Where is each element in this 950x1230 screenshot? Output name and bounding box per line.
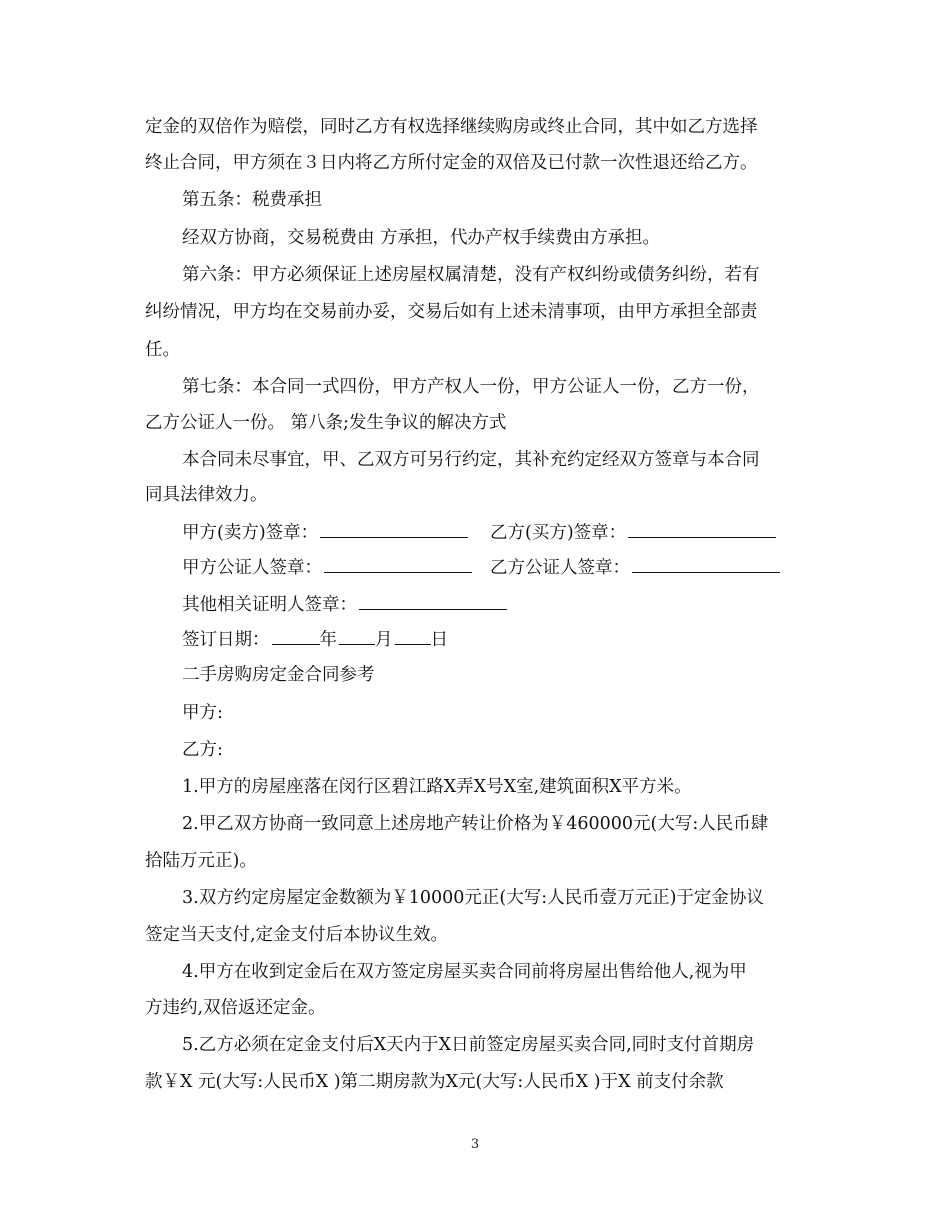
paragraph-line: 经双方协商，交易税费由 方承担，代办产权手续费由方承担。 [182,228,661,248]
contract-title: 二手房购房定金合同参考 [182,665,375,685]
day-blank[interactable] [395,626,431,645]
clause-line: 2.甲乙双方协商一致同意上述房地产转让价格为￥460000元(大写:人民币肆 [182,814,769,834]
seller-notary-signature [182,553,472,583]
seller-signature-label: 甲方(卖方)签章： [182,523,319,543]
clause-line: 签定当天支付,定金支付后本协议生效。 [145,925,449,945]
month-blank[interactable] [339,626,375,645]
year-label: 年 [319,630,337,650]
paragraph-line: 终止合同，甲方须在３日内将乙方所付定金的双倍及已付款一次性退还给乙方。 [145,153,758,173]
witness-signature-label: 其他相关证明人签章： [182,595,357,615]
paragraph-line: 本合同未尽事宜，甲、乙双方可另行约定，其补充约定经双方签章与本合同 [182,450,760,470]
paragraph-line: 乙方公证人一份。 第八条;发生争议的解决方式 [145,413,507,433]
page-number: 3 [470,1137,480,1152]
buyer-signature [490,518,776,548]
buyer-notary-signature [490,553,780,583]
section-heading: 第五条：税费承担 [182,190,322,210]
buyer-notary-label: 乙方公证人签章： [490,558,630,578]
paragraph-line: 第七条：本合同一式四份，甲方产权人一份，甲方公证人一份，乙方一份， [182,377,760,397]
witness-signature-blank[interactable] [359,591,507,610]
paragraph-line: 第六条：甲方必须保证上述房屋权属清楚，没有产权纠纷或债务纠纷，若有 [182,265,760,285]
buyer-notary-blank[interactable] [632,554,780,573]
seller-signature [182,518,468,548]
seller-notary-label: 甲方公证人签章： [182,558,322,578]
buyer-signature-blank[interactable] [628,519,776,538]
party-a-line: 甲方: [182,703,223,723]
paragraph-line: 同具法律效力。 [145,485,268,505]
witness-signature [182,590,507,620]
clause-line: 款￥X 元(大写:人民币X )第二期房款为X元(大写:人民币X )于X 前支付余款 [145,1072,724,1092]
clause-line: 1.甲方的房屋座落在闵行区碧江路X弄X号X室,建筑面积X平方米。 [182,777,692,797]
paragraph-line: 定金的双倍作为赔偿，同时乙方有权选择继续购房或终止合同，其中如乙方选择 [145,117,758,137]
party-b-line: 乙方: [182,740,223,760]
seller-signature-blank[interactable] [320,519,468,538]
day-label: 日 [430,630,448,650]
month-label: 月 [375,630,393,650]
seller-notary-blank[interactable] [324,554,472,573]
clause-line: 3.双方约定房屋定金数额为￥10000元正(大写:人民币壹万元正)于定金协议 [182,888,764,908]
clause-line: 方违约,双倍返还定金。 [145,998,326,1018]
paragraph-line: 纠纷情况，甲方均在交易前办妥，交易后如有上述未清事项，由甲方承担全部责 [145,302,758,322]
signing-date [182,625,448,655]
clause-line: 5.乙方必须在定金支付后X天内于X日前签定房屋买卖合同,同时支付首期房 [182,1035,755,1055]
clause-line: 拾陆万元正)。 [145,851,257,871]
buyer-signature-label: 乙方(买方)签章： [490,523,627,543]
clause-line: 4.甲方在收到定金后在双方签定房屋买卖合同前将房屋出售给他人,视为甲 [182,962,747,982]
paragraph-line: 任。 [145,340,180,360]
signing-date-label: 签订日期： [182,630,270,650]
year-blank[interactable] [272,626,320,645]
